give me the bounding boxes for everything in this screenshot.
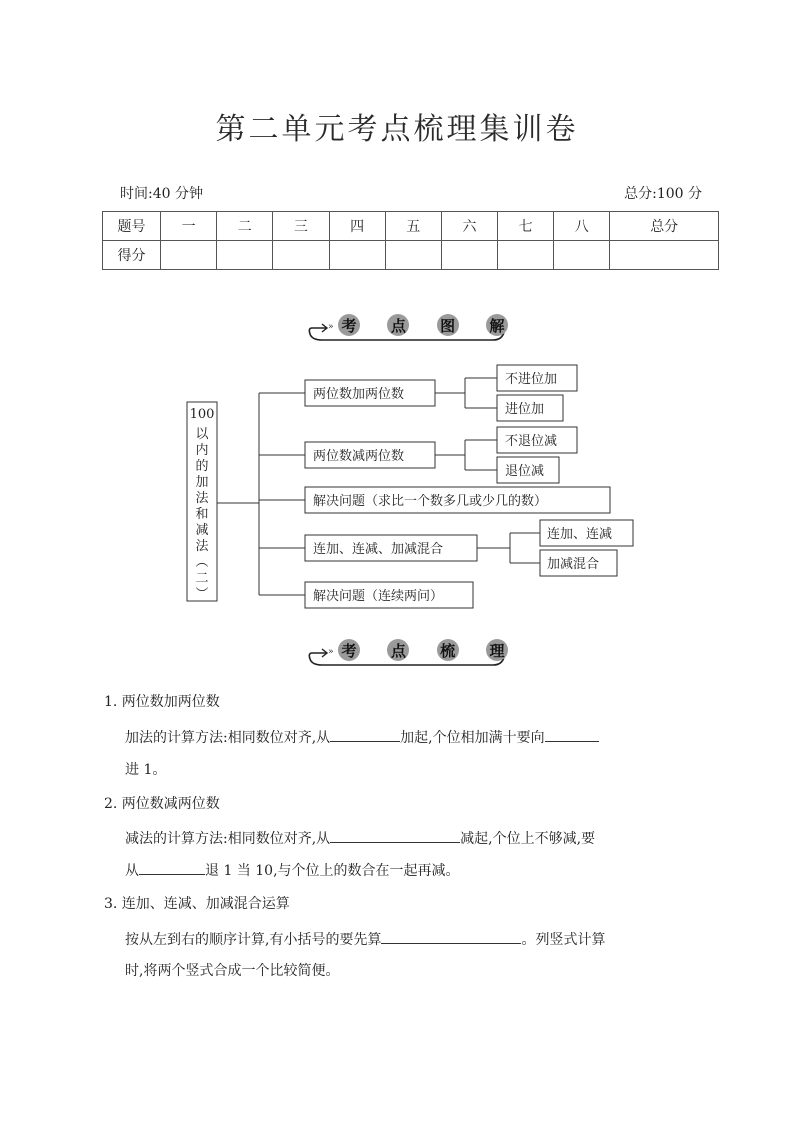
row-label: 得分: [103, 241, 161, 270]
score-cell[interactable]: [329, 241, 385, 270]
root-char: 法: [195, 539, 209, 554]
score-table-header-row: [103, 212, 719, 241]
leaf-label: 不退位减: [505, 434, 558, 449]
root-char: 内: [195, 443, 209, 458]
point-line: [125, 860, 460, 881]
leaf-box: [540, 520, 633, 546]
root-char: 的: [195, 459, 209, 474]
total-score: 总分:100 分: [624, 186, 702, 202]
section-banner-diagram: [308, 312, 508, 342]
point-text: 进 1。: [125, 762, 167, 778]
banner-char: 理: [486, 639, 508, 661]
root-char: 减: [195, 523, 209, 538]
header-cell: 题号: [103, 212, 161, 241]
time-limit: 时间:40 分钟: [120, 186, 203, 202]
banner-char: 点: [387, 314, 409, 336]
score-cell[interactable]: [554, 241, 610, 270]
svg-text:»: »: [328, 647, 334, 657]
score-cell[interactable]: [273, 241, 329, 270]
point-line: [125, 929, 605, 950]
score-cell[interactable]: [217, 241, 273, 270]
score-table: [102, 211, 719, 270]
answer-blank[interactable]: [330, 727, 400, 742]
leaf-box: [540, 550, 617, 576]
root-char: 以: [195, 427, 209, 442]
header-cell: 五: [385, 212, 441, 241]
score-cell[interactable]: [441, 241, 497, 270]
branch-label: 解决问题（求比一个数多几或少几的数）: [313, 494, 548, 509]
branch-box: [305, 582, 473, 608]
point-text: 从: [125, 863, 139, 879]
leaf-label: 不进位加: [505, 372, 558, 387]
root-char: ︶: [195, 587, 209, 602]
leaf-box: [497, 457, 559, 483]
banner-char: 图: [437, 314, 459, 336]
banner-char: 点: [387, 639, 409, 661]
leaf-label: 退位减: [505, 464, 545, 479]
leaf-box: [497, 395, 563, 421]
branch-label: 解决问题（连续两问）: [313, 589, 444, 604]
header-cell: 三: [273, 212, 329, 241]
banner-char: 解: [486, 314, 508, 336]
leaf-label: 加减混合: [547, 557, 600, 572]
point-heading: 3. 连加、连减、加减混合运算: [104, 896, 290, 912]
branch-label: 两位数加两位数: [313, 387, 405, 402]
leaf-box: [497, 427, 577, 453]
point-text: 退 1 当 10,与个位上的数合在一起再减。: [205, 863, 460, 879]
header-cell: 一: [161, 212, 217, 241]
header-cell: 七: [498, 212, 554, 241]
point-text: 。列竖式计算: [521, 932, 606, 948]
header-cell: 八: [554, 212, 610, 241]
point-text: 加起,个位相加满十要向: [400, 730, 545, 746]
header-cell: 总分: [610, 212, 719, 241]
point-text: 按从左到右的顺序计算,有小括号的要先算: [125, 932, 382, 948]
score-cell[interactable]: [610, 241, 719, 270]
score-cell[interactable]: [498, 241, 554, 270]
point-heading: 2. 两位数减两位数: [104, 796, 220, 812]
root-char: 法: [195, 491, 209, 506]
point-text: 减起,个位上不够减,要: [460, 831, 596, 847]
header-cell: 六: [441, 212, 497, 241]
score-cell[interactable]: [161, 241, 217, 270]
point-line: [125, 727, 599, 748]
root-char: 加: [195, 475, 209, 490]
branch-label: 两位数减两位数: [313, 449, 405, 464]
leaf-label: 进位加: [505, 402, 545, 417]
svg-text:»: »: [328, 322, 334, 332]
answer-blank[interactable]: [545, 727, 599, 742]
point-line: [125, 828, 595, 849]
branch-box: [305, 487, 610, 513]
header-cell: 二: [217, 212, 273, 241]
root-box: [187, 402, 217, 601]
branch-box: [305, 535, 477, 561]
answer-blank[interactable]: [139, 860, 205, 875]
header-cell: 四: [329, 212, 385, 241]
point-text: 加法的计算方法:相同数位对齐,从: [125, 730, 331, 746]
point-text: 减法的计算方法:相同数位对齐,从: [125, 831, 331, 847]
point-text: 时,将两个竖式合成一个比较简便。: [125, 963, 340, 979]
leaf-box: [497, 365, 577, 391]
branch-label: 连加、连减、加减混合: [313, 542, 444, 557]
root-char: 二: [195, 571, 209, 586]
score-cell[interactable]: [385, 241, 441, 270]
answer-blank[interactable]: [381, 929, 521, 944]
point-heading: 1. 两位数加两位数: [104, 694, 220, 710]
branch-box: [305, 380, 435, 406]
root-number: 100: [189, 407, 215, 422]
answer-blank[interactable]: [330, 828, 460, 843]
score-table-score-row: [103, 241, 719, 270]
banner-char: 考: [338, 314, 360, 336]
banner-char: 考: [338, 639, 360, 661]
banner-char: 梳: [437, 639, 459, 661]
branch-box: [305, 442, 435, 468]
root-char: ︵: [195, 555, 209, 570]
page-title: 第二单元考点梳理集训卷: [215, 112, 579, 147]
root-char: 和: [195, 507, 209, 522]
leaf-label: 连加、连减: [547, 527, 613, 542]
section-banner-summary: [308, 637, 508, 667]
